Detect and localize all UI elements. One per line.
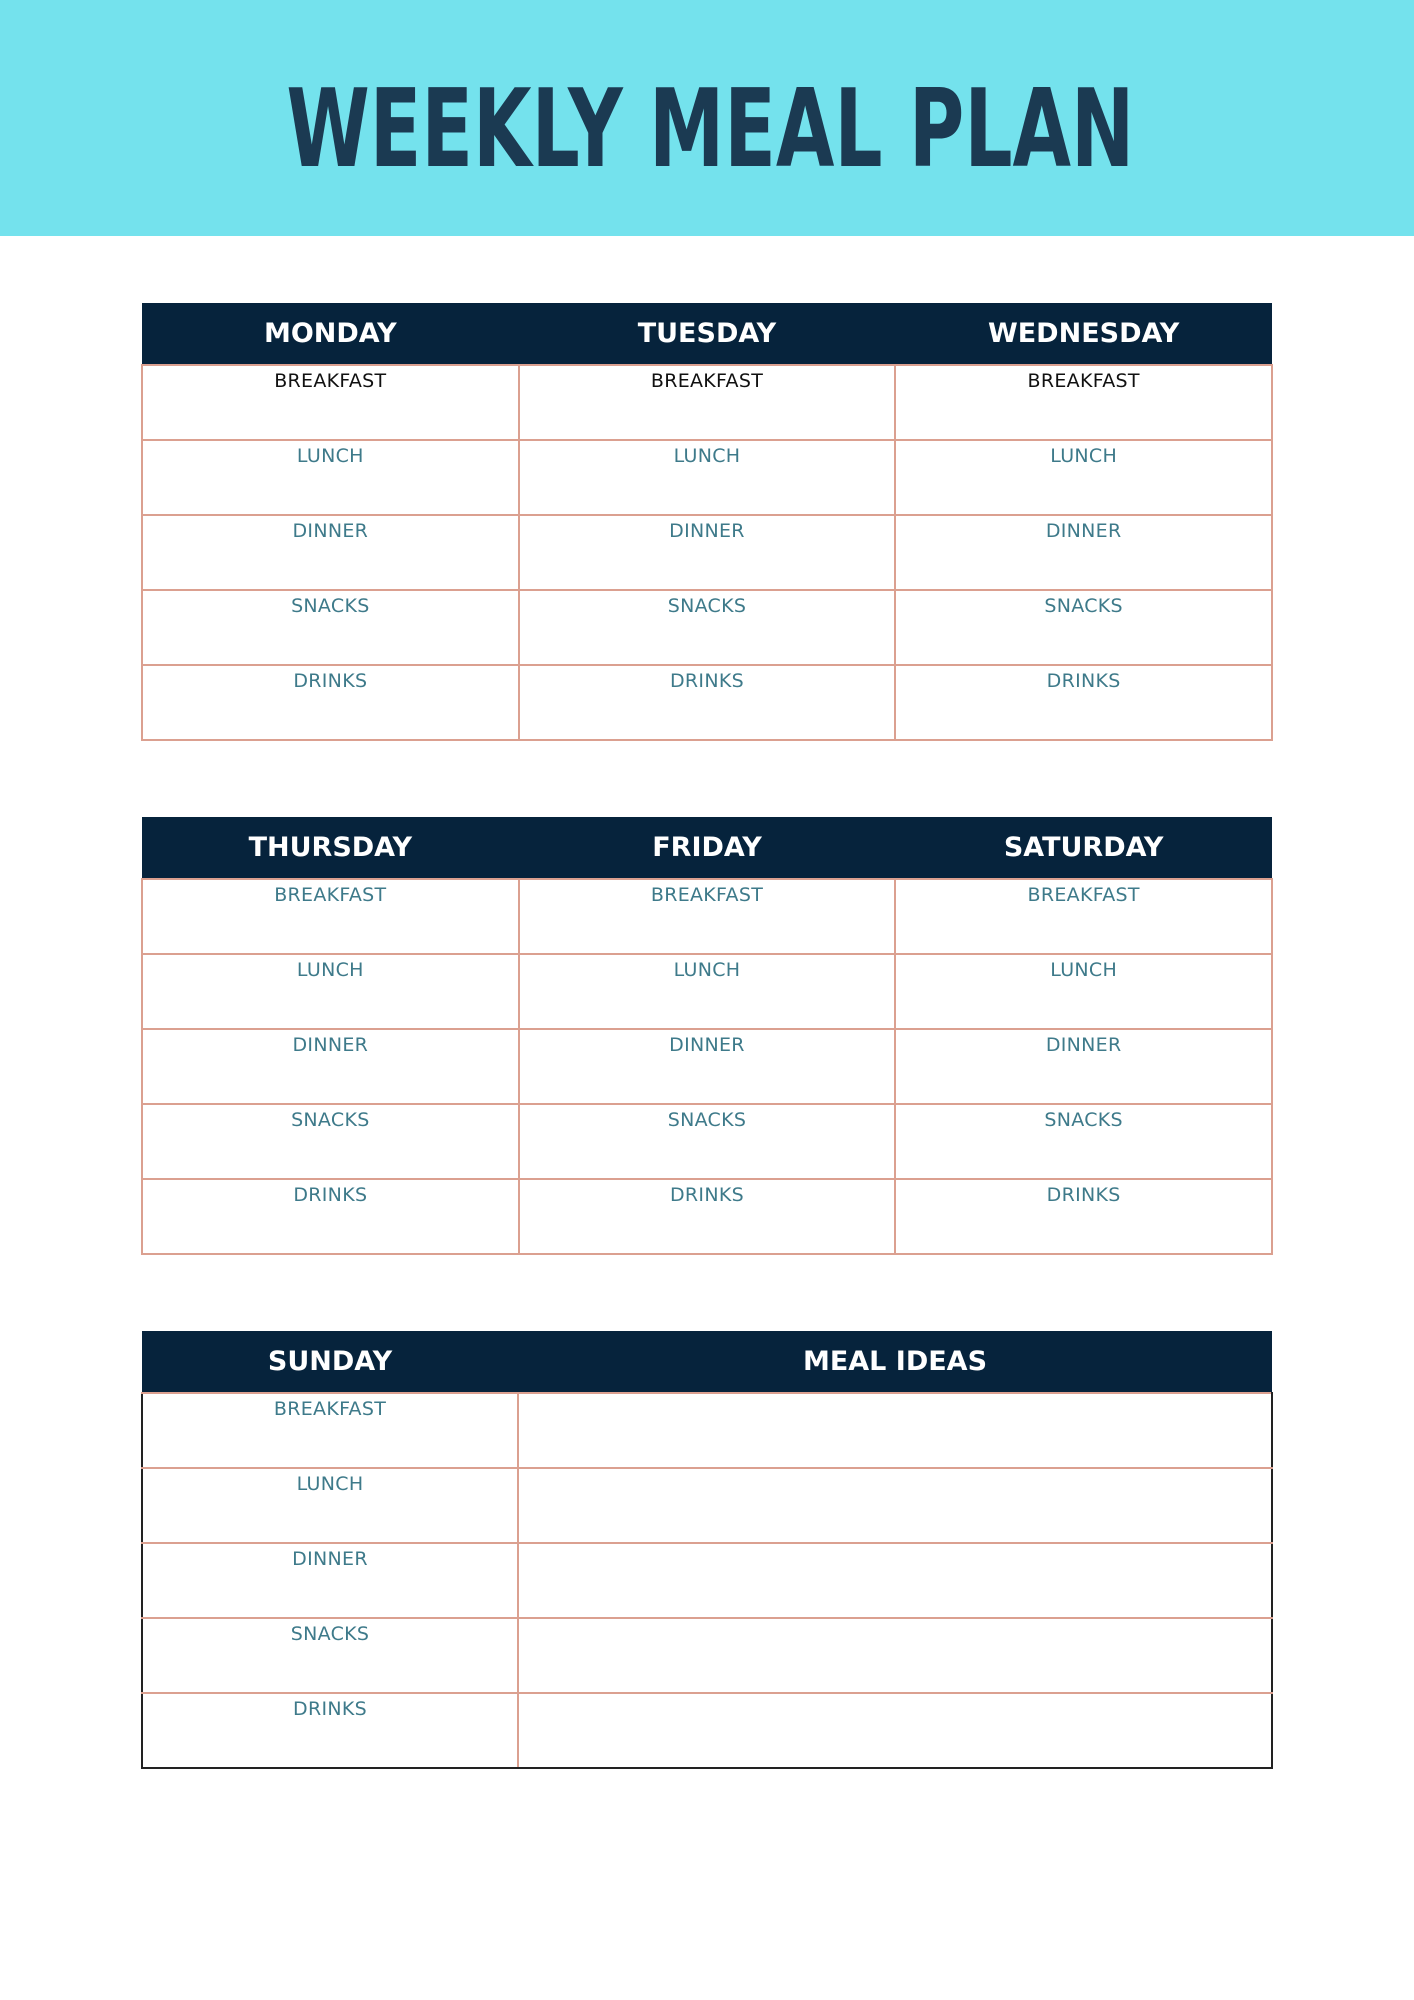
meal-label: DRINKS xyxy=(1046,1184,1121,1206)
meal-ideas-line[interactable] xyxy=(518,1693,1272,1768)
table-row-snacks xyxy=(142,1104,1272,1179)
meal-ideas-line[interactable] xyxy=(518,1618,1272,1693)
meal-label: BREAKFAST xyxy=(650,884,764,906)
cell-sunday-dinner[interactable] xyxy=(142,1543,518,1618)
meal-ideas-line[interactable] xyxy=(518,1468,1272,1543)
meal-label: BREAKFAST xyxy=(273,1398,387,1420)
meal-label: LUNCH xyxy=(296,445,364,467)
cell-tuesday-breakfast[interactable] xyxy=(519,365,896,440)
day-header-thursday: THURSDAY xyxy=(142,817,519,879)
meal-label: DINNER xyxy=(1045,520,1122,542)
cell-friday-breakfast[interactable] xyxy=(519,879,896,954)
meal-label: DRINKS xyxy=(293,1698,367,1720)
cell-wednesday-dinner[interactable] xyxy=(895,515,1272,590)
meal-label: LUNCH xyxy=(296,1473,364,1495)
meal-label: DRINKS xyxy=(1046,670,1121,692)
table-header-row xyxy=(142,817,1272,879)
meal-label: SNACKS xyxy=(667,595,747,617)
meal-ideas-line[interactable] xyxy=(518,1393,1272,1468)
meal-label: DINNER xyxy=(292,1548,368,1570)
meal-label: SNACKS xyxy=(1044,595,1123,617)
cell-sunday-drinks[interactable] xyxy=(142,1693,518,1768)
table-row-drinks xyxy=(142,665,1272,740)
cell-wednesday-lunch[interactable] xyxy=(895,440,1272,515)
meal-label: DINNER xyxy=(669,1034,745,1056)
table-row-drinks xyxy=(142,1693,1272,1768)
cell-monday-breakfast[interactable] xyxy=(142,365,519,440)
meal-label: BREAKFAST xyxy=(1027,370,1140,392)
table-row-snacks xyxy=(142,1618,1272,1693)
cell-saturday-dinner[interactable] xyxy=(895,1029,1272,1104)
day-header-wednesday: WEDNESDAY xyxy=(895,303,1272,365)
cell-thursday-snacks[interactable] xyxy=(142,1104,519,1179)
cell-tuesday-dinner[interactable] xyxy=(519,515,896,590)
meal-table-thu-sat xyxy=(141,817,1273,1255)
meal-label: SNACKS xyxy=(291,1109,370,1131)
cell-friday-dinner[interactable] xyxy=(519,1029,896,1104)
meal-label: DINNER xyxy=(1045,1034,1122,1056)
meal-label: LUNCH xyxy=(673,959,741,981)
cell-monday-lunch[interactable] xyxy=(142,440,519,515)
meal-label: DRINKS xyxy=(293,1184,368,1206)
cell-saturday-lunch[interactable] xyxy=(895,954,1272,1029)
table-row-lunch xyxy=(142,440,1272,515)
cell-sunday-snacks[interactable] xyxy=(142,1618,518,1693)
table-row-dinner xyxy=(142,1029,1272,1104)
table-row-dinner xyxy=(142,515,1272,590)
cell-friday-lunch[interactable] xyxy=(519,954,896,1029)
cell-tuesday-drinks[interactable] xyxy=(519,665,896,740)
meal-label: DRINKS xyxy=(293,670,368,692)
day-header-tuesday: TUESDAY xyxy=(519,303,896,365)
cell-thursday-breakfast[interactable] xyxy=(142,879,519,954)
cell-thursday-lunch[interactable] xyxy=(142,954,519,1029)
cell-wednesday-breakfast[interactable] xyxy=(895,365,1272,440)
meal-label: DINNER xyxy=(669,520,745,542)
meal-label: SNACKS xyxy=(290,1623,370,1645)
cell-monday-snacks[interactable] xyxy=(142,590,519,665)
table-header-row xyxy=(142,303,1272,365)
cell-friday-snacks[interactable] xyxy=(519,1104,896,1179)
table-row-snacks xyxy=(142,590,1272,665)
meal-label: BREAKFAST xyxy=(1027,884,1140,906)
meal-table-sunday-ideas xyxy=(141,1331,1273,1769)
table-row-breakfast xyxy=(142,1393,1272,1468)
cell-wednesday-drinks[interactable] xyxy=(895,665,1272,740)
table-row-breakfast xyxy=(142,365,1272,440)
meal-label: SNACKS xyxy=(291,595,370,617)
cell-tuesday-lunch[interactable] xyxy=(519,440,896,515)
table-row-lunch xyxy=(142,1468,1272,1543)
meal-label: BREAKFAST xyxy=(274,884,387,906)
table-row-breakfast xyxy=(142,879,1272,954)
cell-monday-dinner[interactable] xyxy=(142,515,519,590)
cell-saturday-drinks[interactable] xyxy=(895,1179,1272,1254)
meal-label: BREAKFAST xyxy=(274,370,387,392)
meal-label: SNACKS xyxy=(1044,1109,1123,1131)
meal-ideas-header: MEAL IDEAS xyxy=(518,1331,1272,1393)
day-header-saturday: SATURDAY xyxy=(895,817,1272,879)
cell-monday-drinks[interactable] xyxy=(142,665,519,740)
meal-label: LUNCH xyxy=(1050,445,1118,467)
table-row-drinks xyxy=(142,1179,1272,1254)
meal-label: LUNCH xyxy=(673,445,741,467)
day-header-sunday: SUNDAY xyxy=(142,1331,518,1393)
meal-label: DINNER xyxy=(292,520,369,542)
meal-label: LUNCH xyxy=(296,959,364,981)
cell-saturday-snacks[interactable] xyxy=(895,1104,1272,1179)
meal-ideas-line[interactable] xyxy=(518,1543,1272,1618)
cell-wednesday-snacks[interactable] xyxy=(895,590,1272,665)
table-row-dinner xyxy=(142,1543,1272,1618)
page-title: WEEKLY MEAL PLAN xyxy=(286,67,1135,192)
cell-saturday-breakfast[interactable] xyxy=(895,879,1272,954)
table-row-lunch xyxy=(142,954,1272,1029)
meal-label: LUNCH xyxy=(1050,959,1118,981)
meal-label: SNACKS xyxy=(667,1109,747,1131)
cell-friday-drinks[interactable] xyxy=(519,1179,896,1254)
day-header-monday: MONDAY xyxy=(142,303,519,365)
cell-thursday-drinks[interactable] xyxy=(142,1179,519,1254)
day-header-friday: FRIDAY xyxy=(519,817,896,879)
meal-label: DRINKS xyxy=(670,1184,744,1206)
cell-sunday-lunch[interactable] xyxy=(142,1468,518,1543)
cell-thursday-dinner[interactable] xyxy=(142,1029,519,1104)
meal-label: DINNER xyxy=(292,1034,369,1056)
cell-sunday-breakfast[interactable] xyxy=(142,1393,518,1468)
meal-label: DRINKS xyxy=(670,670,744,692)
table-header-row xyxy=(142,1331,1272,1393)
cell-tuesday-snacks[interactable] xyxy=(519,590,896,665)
meal-label: BREAKFAST xyxy=(650,370,764,392)
meal-table-mon-wed xyxy=(141,303,1273,741)
